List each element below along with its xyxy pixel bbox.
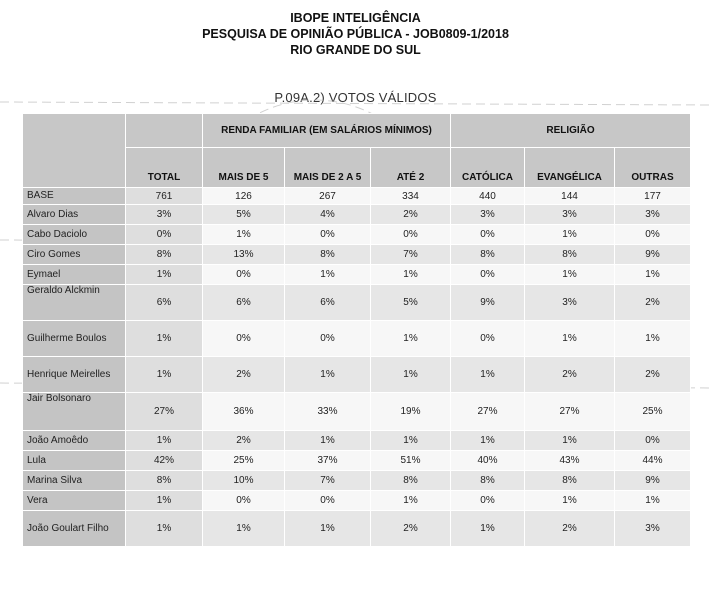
table-row: [23, 357, 691, 393]
cell-value: 8%: [525, 471, 615, 491]
cell-value: 27%: [126, 393, 203, 431]
cell-value: 0%: [451, 491, 525, 511]
cell-value: 8%: [371, 471, 451, 491]
cell-value: 1%: [371, 321, 451, 357]
cell-value: 2%: [525, 511, 615, 547]
cell-value: 8%: [126, 471, 203, 491]
cell-value: 6%: [203, 285, 285, 321]
cell-value: 42%: [126, 451, 203, 471]
cell-value: 1%: [525, 491, 615, 511]
table-body: [23, 188, 691, 547]
table-row: [23, 321, 691, 357]
cell-value: 9%: [615, 245, 691, 265]
cell-value: 334: [371, 188, 451, 205]
row-label: Alvaro Dias: [23, 205, 126, 225]
cell-value: 3%: [126, 205, 203, 225]
cell-value: 40%: [451, 451, 525, 471]
cell-value: 1%: [525, 321, 615, 357]
cell-value: 44%: [615, 451, 691, 471]
cell-value: 8%: [451, 245, 525, 265]
cell-value: 9%: [451, 285, 525, 321]
cell-value: 0%: [615, 225, 691, 245]
cell-value: 1%: [451, 431, 525, 451]
cell-value: 5%: [203, 205, 285, 225]
cell-value: 13%: [203, 245, 285, 265]
total-group-header: [126, 114, 203, 148]
cell-value: 0%: [451, 225, 525, 245]
cell-value: 10%: [203, 471, 285, 491]
cell-value: 9%: [615, 471, 691, 491]
column-header: CATÓLICA: [451, 148, 525, 188]
cell-value: 1%: [203, 225, 285, 245]
cell-value: 267: [285, 188, 371, 205]
table-row: [23, 265, 691, 285]
cell-value: 2%: [525, 357, 615, 393]
cell-value: 761: [126, 188, 203, 205]
cell-value: 0%: [285, 321, 371, 357]
table-row: [23, 511, 691, 547]
column-header: TOTAL: [126, 148, 203, 188]
cell-value: 1%: [451, 357, 525, 393]
table-row: [23, 205, 691, 225]
cell-value: 126: [203, 188, 285, 205]
cell-value: 1%: [285, 511, 371, 547]
header-org: IBOPE INTELIGÊNCIA: [290, 11, 421, 25]
table-row: [23, 491, 691, 511]
cell-value: 1%: [126, 357, 203, 393]
cell-value: 144: [525, 188, 615, 205]
cell-value: 1%: [126, 491, 203, 511]
report-header: [0, 10, 711, 58]
cell-value: 1%: [371, 357, 451, 393]
cell-value: 1%: [525, 431, 615, 451]
cell-value: 4%: [285, 205, 371, 225]
table-row: [23, 393, 691, 431]
cell-value: 37%: [285, 451, 371, 471]
row-label: João Amoêdo: [23, 431, 126, 451]
table-row: [23, 188, 691, 205]
cell-value: 3%: [615, 511, 691, 547]
cell-value: 43%: [525, 451, 615, 471]
row-label: Henrique Meirelles: [23, 357, 126, 393]
cell-value: 2%: [615, 357, 691, 393]
cell-value: 7%: [285, 471, 371, 491]
cell-value: 1%: [525, 265, 615, 285]
row-label: João Goulart Filho: [23, 511, 126, 547]
table-row: [23, 245, 691, 265]
column-header: EVANGÉLICA: [525, 148, 615, 188]
cell-value: 27%: [525, 393, 615, 431]
cell-value: 1%: [285, 357, 371, 393]
cell-value: 0%: [126, 225, 203, 245]
cell-value: 1%: [203, 511, 285, 547]
cell-value: 3%: [451, 205, 525, 225]
cell-value: 0%: [203, 265, 285, 285]
cell-value: 1%: [615, 491, 691, 511]
cell-value: 7%: [371, 245, 451, 265]
cell-value: 8%: [525, 245, 615, 265]
cell-value: 1%: [615, 265, 691, 285]
cell-value: 0%: [615, 431, 691, 451]
cell-value: 2%: [203, 357, 285, 393]
row-label: Ciro Gomes: [23, 245, 126, 265]
cell-value: 440: [451, 188, 525, 205]
cell-value: 1%: [285, 265, 371, 285]
cell-value: 25%: [203, 451, 285, 471]
question-title: P.09A.2) VOTOS VÁLIDOS: [274, 90, 437, 105]
cell-value: 1%: [126, 321, 203, 357]
cell-value: 2%: [615, 285, 691, 321]
row-label: Cabo Daciolo: [23, 225, 126, 245]
row-label: BASE: [23, 188, 126, 205]
corner-header: [23, 114, 126, 188]
cell-value: 1%: [371, 265, 451, 285]
cell-value: 0%: [451, 265, 525, 285]
cell-value: 1%: [371, 491, 451, 511]
row-label: Geraldo Alckmin: [23, 285, 126, 321]
religiao-group-header: RELIGIÃO: [451, 114, 691, 148]
cell-value: 6%: [285, 285, 371, 321]
row-label: Vera: [23, 491, 126, 511]
cell-value: 1%: [126, 431, 203, 451]
cell-value: 1%: [126, 511, 203, 547]
cell-value: 8%: [285, 245, 371, 265]
cell-value: 1%: [451, 511, 525, 547]
cell-value: 0%: [285, 491, 371, 511]
cell-value: 3%: [525, 285, 615, 321]
cell-value: 33%: [285, 393, 371, 431]
cell-value: 0%: [451, 321, 525, 357]
cell-value: 51%: [371, 451, 451, 471]
cell-value: 0%: [203, 491, 285, 511]
table-row: [23, 451, 691, 471]
row-label: Jair Bolsonaro: [23, 393, 126, 431]
cell-value: 27%: [451, 393, 525, 431]
cell-value: 8%: [126, 245, 203, 265]
cell-value: 2%: [203, 431, 285, 451]
cell-value: 0%: [371, 225, 451, 245]
cell-value: 177: [615, 188, 691, 205]
cell-value: 1%: [525, 225, 615, 245]
cell-value: 1%: [371, 431, 451, 451]
cell-value: 2%: [371, 205, 451, 225]
column-header: MAIS DE 5: [203, 148, 285, 188]
header-survey: PESQUISA DE OPINIÃO PÚBLICA - JOB0809-1/2018: [202, 27, 509, 41]
cell-value: 2%: [371, 511, 451, 547]
cell-value: 36%: [203, 393, 285, 431]
row-label: Marina Silva: [23, 471, 126, 491]
table-row: [23, 431, 691, 451]
column-header: OUTRAS: [615, 148, 691, 188]
row-label: Lula: [23, 451, 126, 471]
table-row: [23, 285, 691, 321]
cell-value: 3%: [615, 205, 691, 225]
results-table: [22, 113, 691, 547]
cell-value: 1%: [126, 265, 203, 285]
cell-value: 6%: [126, 285, 203, 321]
column-header: ATÉ 2: [371, 148, 451, 188]
cell-value: 19%: [371, 393, 451, 431]
header-region: RIO GRANDE DO SUL: [290, 43, 421, 57]
row-label: Eymael: [23, 265, 126, 285]
cell-value: 5%: [371, 285, 451, 321]
cell-value: 8%: [451, 471, 525, 491]
cell-value: 1%: [615, 321, 691, 357]
column-header: MAIS DE 2 A 5: [285, 148, 371, 188]
cell-value: 25%: [615, 393, 691, 431]
renda-group-header: RENDA FAMILIAR (EM SALÁRIOS MÍNIMOS): [203, 114, 451, 148]
cell-value: 0%: [203, 321, 285, 357]
table-row: [23, 225, 691, 245]
table-row: [23, 471, 691, 491]
cell-value: 1%: [285, 431, 371, 451]
cell-value: 0%: [285, 225, 371, 245]
cell-value: 3%: [525, 205, 615, 225]
row-label: Guilherme Boulos: [23, 321, 126, 357]
